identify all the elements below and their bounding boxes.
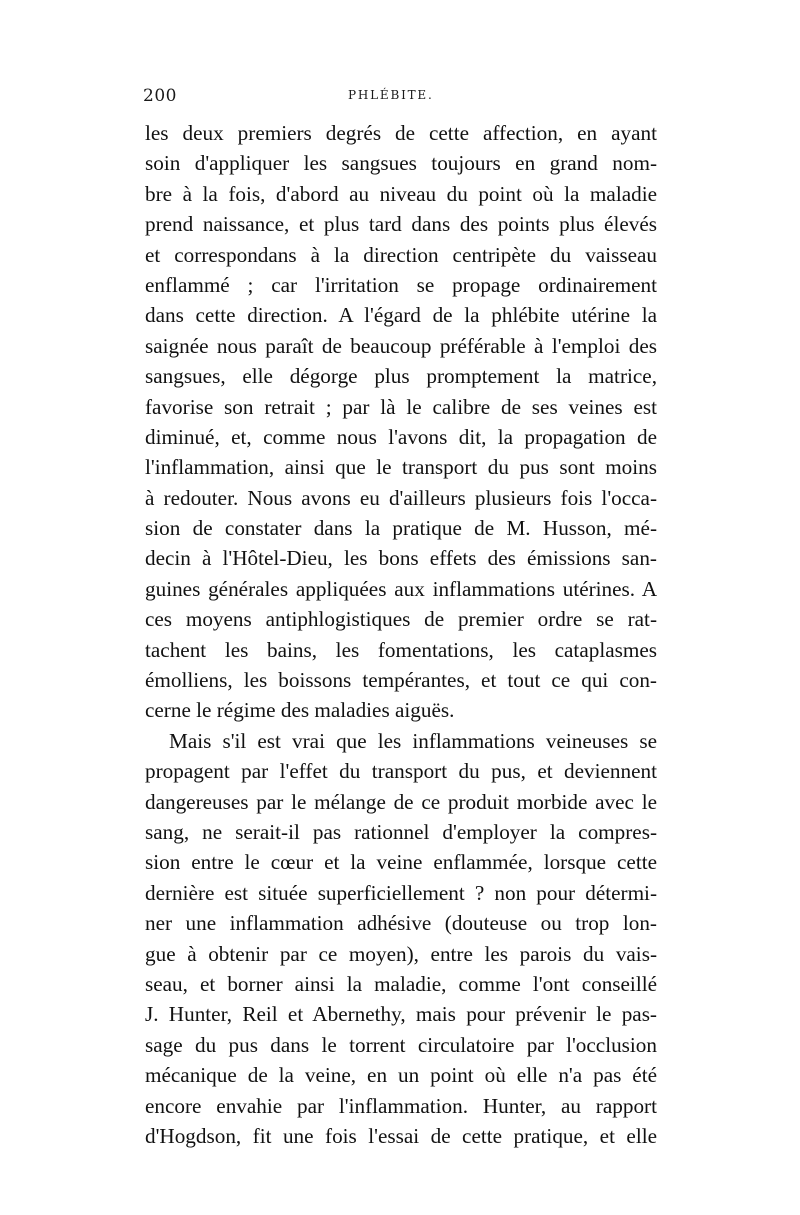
text-line: les deux premiers degrés de cette affection, en ayant [145, 121, 657, 145]
text-line: saignée nous paraît de beaucoup préférable à l'emploi des [145, 333, 657, 358]
text-line: l'inflammation, ainsi que le transport du pus sont moins [145, 455, 657, 480]
text-line: Mais s'il est vrai que les inflammations veineuses se [169, 728, 657, 753]
text-line: prend naissance, et plus tard dans des points plus élevés [145, 212, 657, 237]
body-text [145, 118, 657, 1151]
text-line: sang, ne serait-il pas rationnel d'employer la compres- [145, 819, 657, 844]
text-line: decin à l'Hôtel-Dieu, les bons effets des émissions san- [145, 546, 657, 571]
text-line: diminué, et, comme nous l'avons dit, la propagation de [145, 424, 657, 449]
text-line: ces moyens antiphlogistiques de premier ordre se rat- [145, 607, 657, 632]
text-line: gue à obtenir par ce moyen), entre les parois du vais- [145, 941, 657, 966]
text-line: d'Hogdson, fit une fois l'essai de cette pratique, et elle [145, 1123, 657, 1148]
running-head: PHLÉBITE. [348, 88, 434, 102]
text-line: encore envahie par l'inflammation. Hunter, au rapport [145, 1093, 657, 1118]
text-line: soin d'appliquer les sangsues toujours en grand nom- [145, 151, 657, 176]
page-number: 200 [143, 86, 177, 106]
text-line: guines générales appliquées aux inflammations utérines. A [145, 576, 657, 601]
text-line: propagent par l'effet du transport du pus, et deviennent [145, 759, 657, 784]
text-line: ner une inflammation adhésive (douteuse ou trop lon- [145, 911, 657, 936]
text-line: dans cette direction. A l'égard de la phlébite utérine la [145, 303, 657, 328]
text-line: à redouter. Nous avons eu d'ailleurs plusieurs fois l'occa- [145, 485, 657, 510]
text-line: seau, et borner ainsi la maladie, comme l'ont conseillé [145, 971, 657, 996]
text-line: enflammé ; car l'irritation se propage ordinairement [145, 272, 657, 297]
text-line: émolliens, les boissons tempérantes, et tout ce qui con- [145, 668, 657, 693]
text-line: cerne le régime des maladies aiguës. [145, 698, 455, 723]
text-line: dernière est située superficiellement ? non pour détermi- [145, 880, 657, 905]
paragraph-1 [145, 118, 657, 726]
page-header [143, 86, 658, 116]
text-line: sion entre le cœur et la veine enflammée, lorsque cette [145, 850, 657, 875]
text-line: sion de constater dans la pratique de M. Husson, mé- [145, 516, 657, 541]
text-line: tachent les bains, les fomentations, les cataplasmes [145, 637, 657, 662]
text-line: sangsues, elle dégorge plus promptement la matrice, [145, 364, 657, 389]
text-line: J. Hunter, Reil et Abernethy, mais pour prévenir le pas- [145, 1002, 657, 1027]
paragraph-2 [145, 726, 657, 1151]
text-line: sage du pus dans le torrent circulatoire par l'occlusion [145, 1032, 657, 1057]
text-line: mécanique de la veine, en un point où elle n'a pas été [145, 1063, 657, 1088]
text-line: et correspondans à la direction centripète du vaisseau [145, 242, 657, 267]
text-line: dangereuses par le mélange de ce produit morbide avec le [145, 789, 657, 814]
text-line: bre à la fois, d'abord au niveau du point où la maladie [145, 181, 657, 206]
text-line: favorise son retrait ; par là le calibre de ses veines est [145, 394, 657, 419]
